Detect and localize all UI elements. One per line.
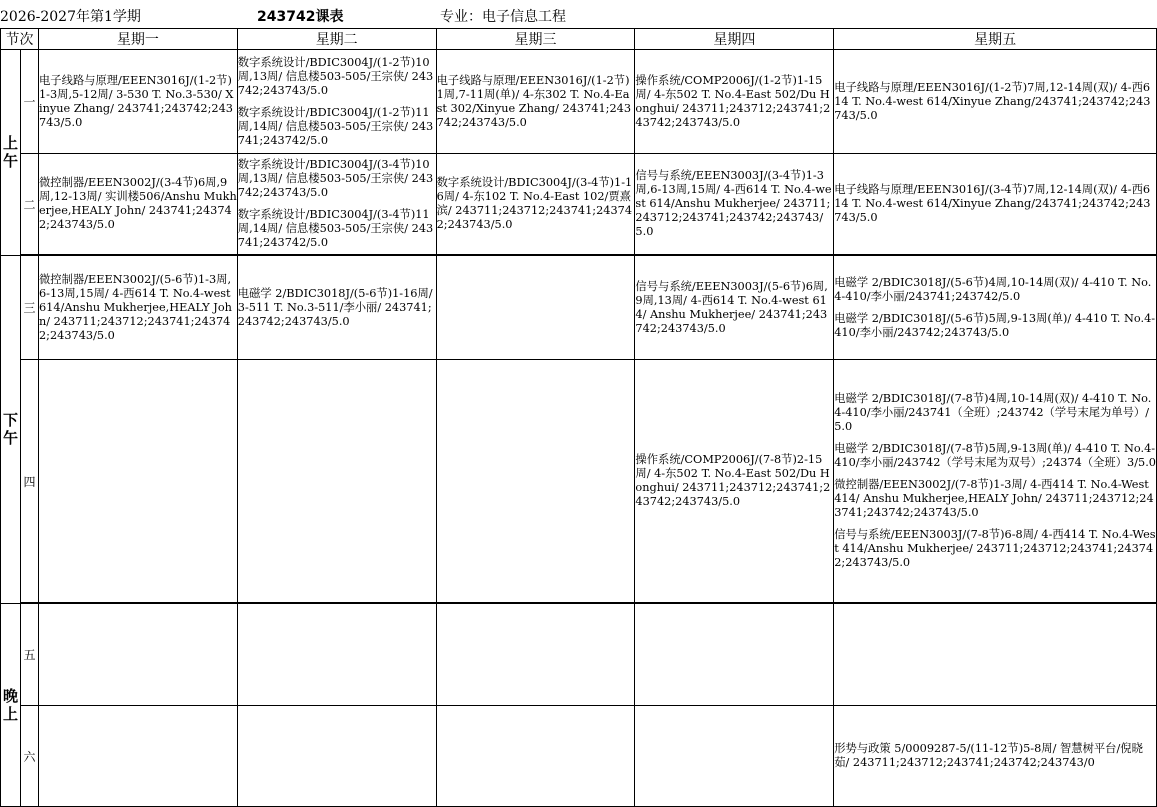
period-row [1,603,1157,706]
schedule-cell [436,360,635,604]
schedule-header [0,0,1157,28]
schedule-cell [237,706,436,807]
course-entry: 信号与系统/EEEN3003J/(5-6节)6周,9周,13周/ 4-西614 T. No.4-west 614/ Anshu Mukherjee/ 243741;243742;243743/5.0 [635,279,828,335]
period-label: 一 [20,50,38,154]
course-entry: 电子线路与原理/EEEN3016J/(1-2节)1-3周,5-12周/ 3-530 T. No.3-530/ Xinyue Zhang/ 243741;243742;243743/5.0 [38,73,234,129]
schedule-cell [635,603,834,706]
schedule-cell [38,154,237,256]
schedule-cell [635,50,834,154]
period-label: 四 [20,360,38,604]
period-label: 五 [20,603,38,706]
schedule-cell [237,50,436,154]
major-label: 专业：电子信息工程 [440,9,566,25]
day-header-wed: 星期三 [436,29,635,50]
timetable [0,28,1157,807]
course-entry: 数字系统设计/BDIC3004J/(3-4节)1-16周/ 4-东102 T. No.4-East 102/贾熹滨/ 243711;243712;243741;243742;243743/5.0 [436,176,633,231]
schedule-cell [436,50,635,154]
schedule-cell [635,706,834,807]
course-entry: 电子线路与原理/EEEN3016J/(3-4节)7周,12-14周(双)/ 4-西614 T. No.4-west 614/Xinyue Zhang/243741;243742;243743/5.0 [834,183,1151,224]
course-entry: 微控制器/EEEN3002J/(5-6节)1-3周,6-13周,15周/ 4-西614 T. No.4-west 614/Anshu Mukherjee,HEALY John/ 243711;243712;243741;243742;243743/5.0 [38,272,232,342]
course-entry: 电磁学 2/BDIC3018J/(7-8节)5周,9-13周(单)/ 4-410 T. No.4-410/李小丽/243742（学号末尾为双号）;24374（全班）3/5.0 [834,442,1156,469]
course-entry: 信号与系统/EEEN3003J/(7-8节)6-8周/ 4-西414 T. No.4-West 414/Anshu Mukherjee/ 243711;243712;243741;243742;243743/5.0 [834,528,1156,569]
schedule-cell [38,360,237,604]
schedule-title: 243742课表 [257,9,344,25]
course-entry: 操作系统/COMP2006J/(7-8节)2-15周/ 4-东502 T. No.4-East 502/Du Honghui/ 243711;243712;243741;243742;243743/5.0 [635,453,831,508]
section-morning: 上午 [1,50,21,256]
schedule-cell [834,603,1157,706]
course-entry: 电子线路与原理/EEEN3016J/(1-2节)7周,12-14周(双)/ 4-西614 T. No.4-west 614/Xinyue Zhang/243741;243742;243743/5.0 [834,80,1151,122]
schedule-cell [237,603,436,706]
schedule-cell [834,706,1157,807]
course-entry: 操作系统/COMP2006J/(1-2节)1-15周/ 4-东502 T. No.4-East 502/Du Honghui/ 243711;243712;243741;243742;243743/5.0 [635,73,831,129]
schedule-cell [635,255,834,360]
course-entry: 电磁学 2/BDIC3018J/(5-6节)4周,10-14周(双)/ 4-410 T. No.4-410/李小丽/243741;243742/5.0 [834,275,1152,303]
schedule-cell [436,154,635,256]
schedule-cell [237,154,436,256]
schedule-cell [834,255,1157,360]
day-header-fri: 星期五 [834,29,1157,50]
schedule-cell [635,154,834,256]
section-evening: 晚上 [1,603,21,807]
course-entry: 形势与政策 5/0009287-5/(11-12节)5-8周/ 智慧树平台/倪晓茹/ 243711;243712;243741;243742;243743/0 [834,742,1143,769]
course-entry: 电子线路与原理/EEEN3016J/(1-2节)1周,7-11周(单)/ 4-东302 T. No.4-East 302/Xinyue Zhang/ 243741;243742;243743/5.0 [436,73,632,129]
schedule-cell [38,255,237,360]
schedule-cell [635,360,834,604]
schedule-cell [38,50,237,154]
course-entry: 数字系统设计/BDIC3004J/(3-4节)11周,14周/ 信息楼503-505/王宗侠/ 243741;243742/5.0 [237,208,434,249]
day-header-thu: 星期四 [635,29,834,50]
schedule-cell [436,255,635,360]
period-row [1,154,1157,256]
period-column-header: 节次 [1,29,39,50]
schedule-cell [38,603,237,706]
day-header-mon: 星期一 [38,29,237,50]
period-row [1,255,1157,360]
schedule-cell [237,255,436,360]
schedule-cell [436,706,635,807]
period-row [1,706,1157,807]
period-label: 三 [20,255,38,360]
course-entry: 微控制器/EEEN3002J/(7-8节)1-3周/ 4-西414 T. No.4-West 414/ Anshu Mukherjee,HEALY John/ 243711;243712;243741;243742;243743/5.0 [834,478,1154,519]
period-label: 二 [20,154,38,256]
schedule-cell [834,360,1157,604]
course-entry: 数字系统设计/BDIC3004J/(1-2节)11周,14周/ 信息楼503-505/王宗侠/ 243741;243742/5.0 [237,105,434,147]
course-entry: 数字系统设计/BDIC3004J/(1-2节)10周,13周/ 信息楼503-505/王宗侠/ 243742;243743/5.0 [237,55,434,97]
schedule-cell [436,603,635,706]
course-entry: 信号与系统/EEEN3003J/(3-4节)1-3周,6-13周,15周/ 4-西614 T. No.4-west 614/Anshu Mukherjee/ 243711;243712;243741;243742;243743/5.0 [635,169,832,238]
course-entry: 微控制器/EEEN3002J/(3-4节)6周,9周,12-13周/ 实训楼506/Anshu Mukherjee,HEALY John/ 243741;243742;243743/5.0 [38,176,237,231]
course-entry: 电磁学 2/BDIC3018J/(7-8节)4周,10-14周(双)/ 4-410 T. No.4-410/李小丽/243741（全班）;243742（学号末尾为单号）/5.0 [834,392,1152,433]
period-label: 六 [20,706,38,807]
period-row [1,50,1157,154]
section-afternoon: 下午 [1,255,21,603]
term-label: 2026-2027年第1学期 [0,9,141,25]
schedule-cell [834,154,1157,256]
period-row [1,360,1157,604]
course-entry: 电磁学 2/BDIC3018J/(5-6节)1-16周/ 3-511 T. No.3-511/李小丽/ 243741;243742;243743/5.0 [237,286,433,328]
schedule-cell [834,50,1157,154]
course-entry: 电磁学 2/BDIC3018J/(5-6节)5周,9-13周(单)/ 4-410 T. No.4-410/李小丽/243742;243743/5.0 [834,311,1156,339]
course-entry: 数字系统设计/BDIC3004J/(3-4节)10周,13周/ 信息楼503-505/王宗侠/ 243742;243743/5.0 [237,158,434,199]
schedule-cell [237,360,436,604]
schedule-cell [38,706,237,807]
day-header-tue: 星期二 [237,29,436,50]
